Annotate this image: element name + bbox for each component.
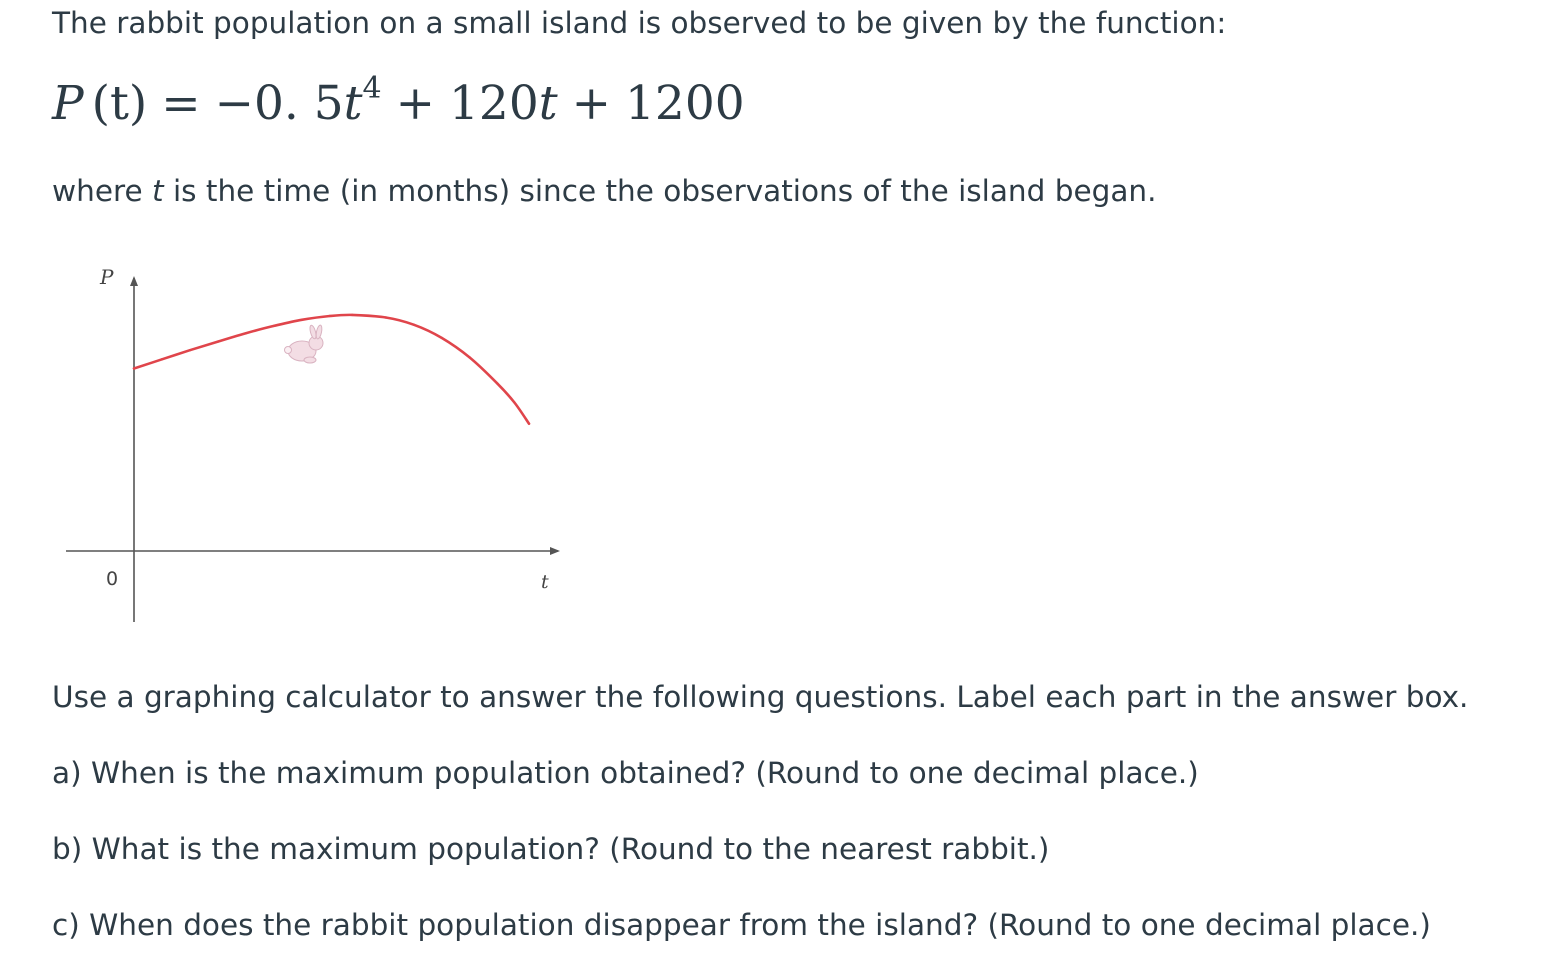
curve-point-12 xyxy=(469,356,471,358)
formula-coefficient-1: −0. 5 xyxy=(214,76,344,131)
curve-point-9 xyxy=(385,316,387,318)
curve-point-2 xyxy=(189,349,191,351)
curve-point-14 xyxy=(513,401,515,403)
population-curve xyxy=(134,315,529,424)
formula-variable-1: t xyxy=(343,76,363,131)
formula-function-name: P xyxy=(52,76,84,131)
curve-point-15 xyxy=(528,423,530,425)
x-axis-label: t xyxy=(541,571,549,593)
curve-point-7 xyxy=(329,315,331,317)
formula-argument: (t) xyxy=(91,76,148,131)
curve-point-0 xyxy=(133,367,135,369)
formula-plus-2: + xyxy=(571,76,612,131)
formula-plus-1: + xyxy=(395,76,436,131)
formula-exponent: 4 xyxy=(362,71,382,106)
curve-point-6 xyxy=(301,319,303,321)
instructions-text: Use a graphing calculator to answer the following questions. Label each part in the answer box. xyxy=(52,680,1469,714)
population-formula xyxy=(52,71,745,131)
variable-description xyxy=(52,174,1157,208)
where-variable: t xyxy=(151,174,164,208)
where-suffix: is the time (in months) since the observations of the island began. xyxy=(163,174,1157,208)
curve-point-13 xyxy=(496,383,498,385)
rabbit-icon xyxy=(285,325,324,363)
curve-point-1 xyxy=(161,358,163,360)
curve-point-11 xyxy=(441,337,443,339)
formula-constant: 1200 xyxy=(625,76,745,131)
formula-coefficient-2: 120 xyxy=(449,76,539,131)
curve-point-10 xyxy=(413,324,415,326)
curve-point-3 xyxy=(217,340,219,342)
where-prefix: where xyxy=(52,174,152,208)
curve-point-8 xyxy=(351,314,353,316)
intro-text: The rabbit population on a small island is observed to be given by the function: xyxy=(52,6,1227,40)
formula-variable-2: t xyxy=(538,76,558,131)
origin-label: 0 xyxy=(106,568,119,590)
curve-point-5 xyxy=(273,325,275,327)
population-graph xyxy=(60,258,560,628)
question-a: a) When is the maximum population obtained? (Round to one decimal place.) xyxy=(52,756,1199,790)
curve-point-4 xyxy=(245,332,247,334)
formula-equals: = xyxy=(161,76,201,131)
y-axis-label: P xyxy=(100,265,114,289)
question-b: b) What is the maximum population? (Round to the nearest rabbit.) xyxy=(52,832,1050,866)
question-c: c) When does the rabbit population disappear from the island? (Round to one decimal place.) xyxy=(52,908,1431,942)
